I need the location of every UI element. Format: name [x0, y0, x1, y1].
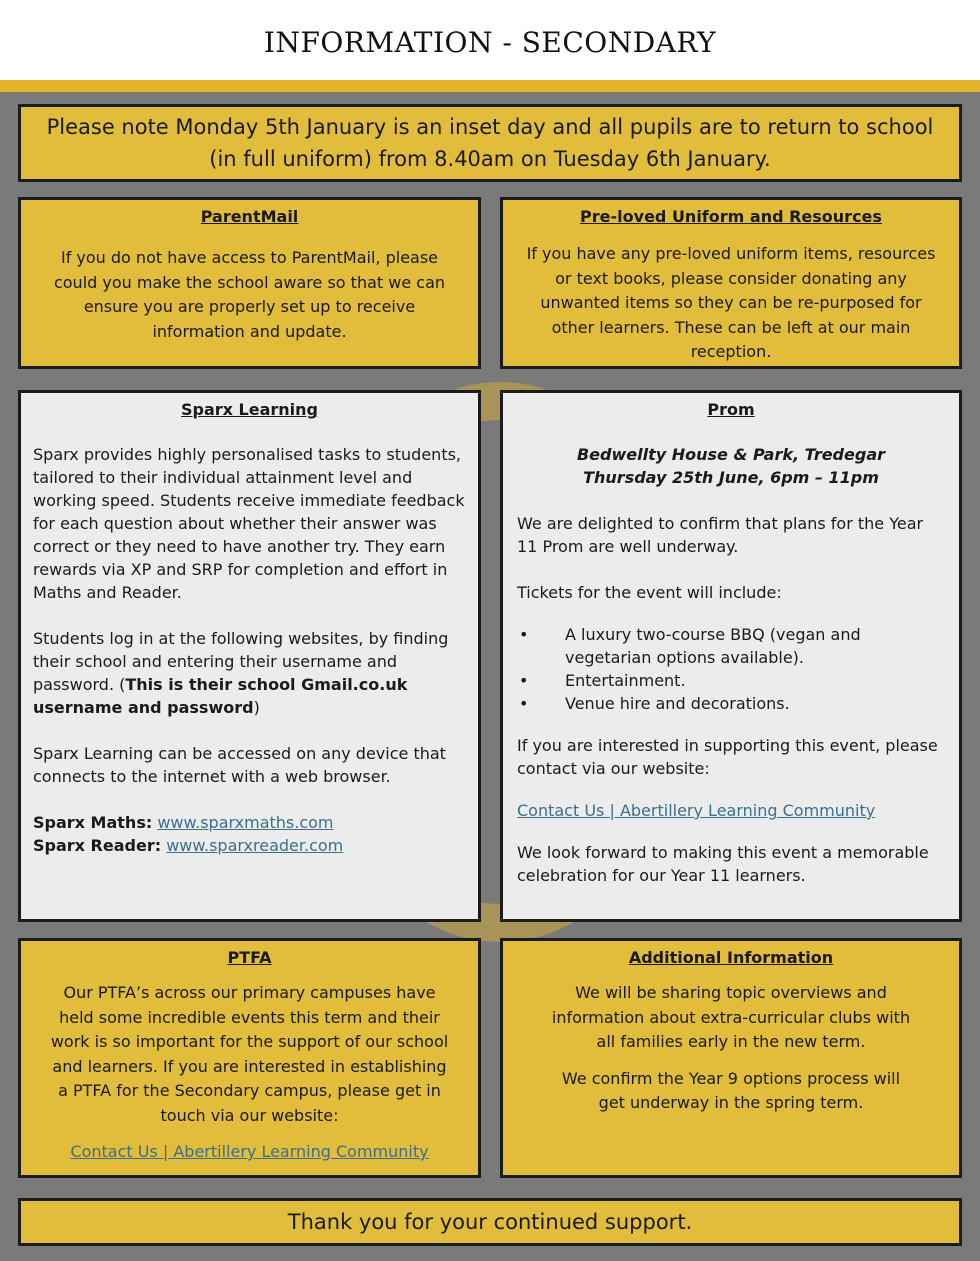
preloved-box — [500, 197, 962, 369]
notice-text: Please note Monday 5th January is an inset day and all pupils are to return to school (in full uniform) from 8.40am on Tuesday 6th January. — [46, 115, 934, 171]
parentmail-title: ParentMail — [200, 207, 299, 226]
prom-support-text: If you are interested in supporting this event, please contact via our website: — [517, 736, 938, 778]
bullet-icon: • — [519, 694, 529, 713]
preloved-body: If you have any pre-loved uniform items, resources or text books, please consider donating any unwanted items so they can be re-purposed for other learners. These can be left at our main reception. — [526, 244, 936, 361]
list-item: • Venue hire and decorations. — [519, 694, 790, 713]
prom-ticket-list — [517, 623, 945, 715]
list-item: • Entertainment. — [519, 671, 686, 690]
prom-date: Thursday 25th June, 6pm – 11pm — [583, 468, 879, 487]
additional-info-para2: We confirm the Year 9 options process will get underway in the spring term. — [561, 1068, 901, 1112]
sparx-description: Sparx provides highly personalised tasks to students, tailored to their individual attainment level and working speed. Students receive immediate feedback for each question about whether their answer was correct or they need to have another try. They earn rewards via XP and SRP for completion and effort in Maths and Reader. — [33, 445, 465, 602]
sparx-maths-line — [33, 811, 466, 834]
parentmail-body: If you do not have access to ParentMail, please could you make the school aware so that we can ensure you are properly set up to receive information and update. — [53, 248, 446, 341]
ptfa-title: PTFA — [227, 948, 272, 967]
prom-closing: We look forward to making this event a memorable celebration for our Year 11 learners. — [517, 843, 929, 885]
thank-you-banner — [18, 1198, 962, 1246]
prom-contact-link[interactable]: Contact Us | Abertillery Learning Community — [517, 801, 876, 820]
additional-info-box — [500, 938, 962, 1178]
content-panel — [0, 92, 980, 1261]
prom-title: Prom — [707, 400, 755, 419]
prom-venue: Bedwellty House & Park, Tredegar — [576, 445, 885, 464]
bullet-icon: • — [519, 625, 529, 644]
prom-box — [500, 390, 962, 922]
inset-day-notice — [18, 104, 962, 182]
sparx-login-credentials: This is their school Gmail.co.uk username and password — [33, 675, 408, 717]
parentmail-box — [18, 197, 481, 369]
additional-info-title: Additional Information — [628, 948, 834, 967]
header-divider — [0, 80, 980, 92]
sparx-reader-line — [33, 834, 466, 857]
page-title: INFORMATION - SECONDARY — [263, 25, 717, 59]
sparx-login-instructions: Students log in at the following websites, by finding their school and entering their username and password. (This is their school Gmail.co.uk username and password) — [33, 629, 449, 717]
bullet-icon: • — [519, 671, 529, 690]
sparx-learning-box — [18, 390, 481, 922]
sparx-device-info: Sparx Learning can be accessed on any device that connects to the internet with a web browser. — [33, 744, 446, 786]
list-item: • A luxury two-course BBQ (vegan and vegetarian options available). — [519, 625, 861, 667]
ptfa-box — [18, 938, 481, 1178]
thank-you-text: Thank you for your continued support. — [287, 1210, 693, 1234]
sparx-maths-link[interactable]: www.sparxmaths.com — [157, 813, 334, 832]
sparx-reader-label: Sparx Reader: — [33, 836, 162, 855]
sparx-maths-label: Sparx Maths: — [33, 813, 153, 832]
prom-intro: We are delighted to confirm that plans for the Year 11 Prom are well underway. — [517, 514, 924, 556]
sparx-reader-link[interactable]: www.sparxreader.com — [166, 836, 344, 855]
additional-info-para1: We will be sharing topic overviews and information about extra-curricular clubs with all families early in the new term. — [551, 983, 911, 1051]
preloved-title: Pre-loved Uniform and Resources — [580, 207, 882, 226]
ptfa-contact-link[interactable]: Contact Us | Abertillery Learning Community — [70, 1142, 429, 1161]
page-header — [0, 0, 980, 80]
prom-tickets-intro: Tickets for the event will include: — [517, 583, 782, 602]
ptfa-body: Our PTFA’s across our primary campuses have held some incredible events this term and their work is so important for the support of our school and learners. If you are interested in establishing a PTFA for the Secondary campus, please get in touch via our website: — [50, 983, 449, 1125]
sparx-title: Sparx Learning — [180, 400, 318, 419]
